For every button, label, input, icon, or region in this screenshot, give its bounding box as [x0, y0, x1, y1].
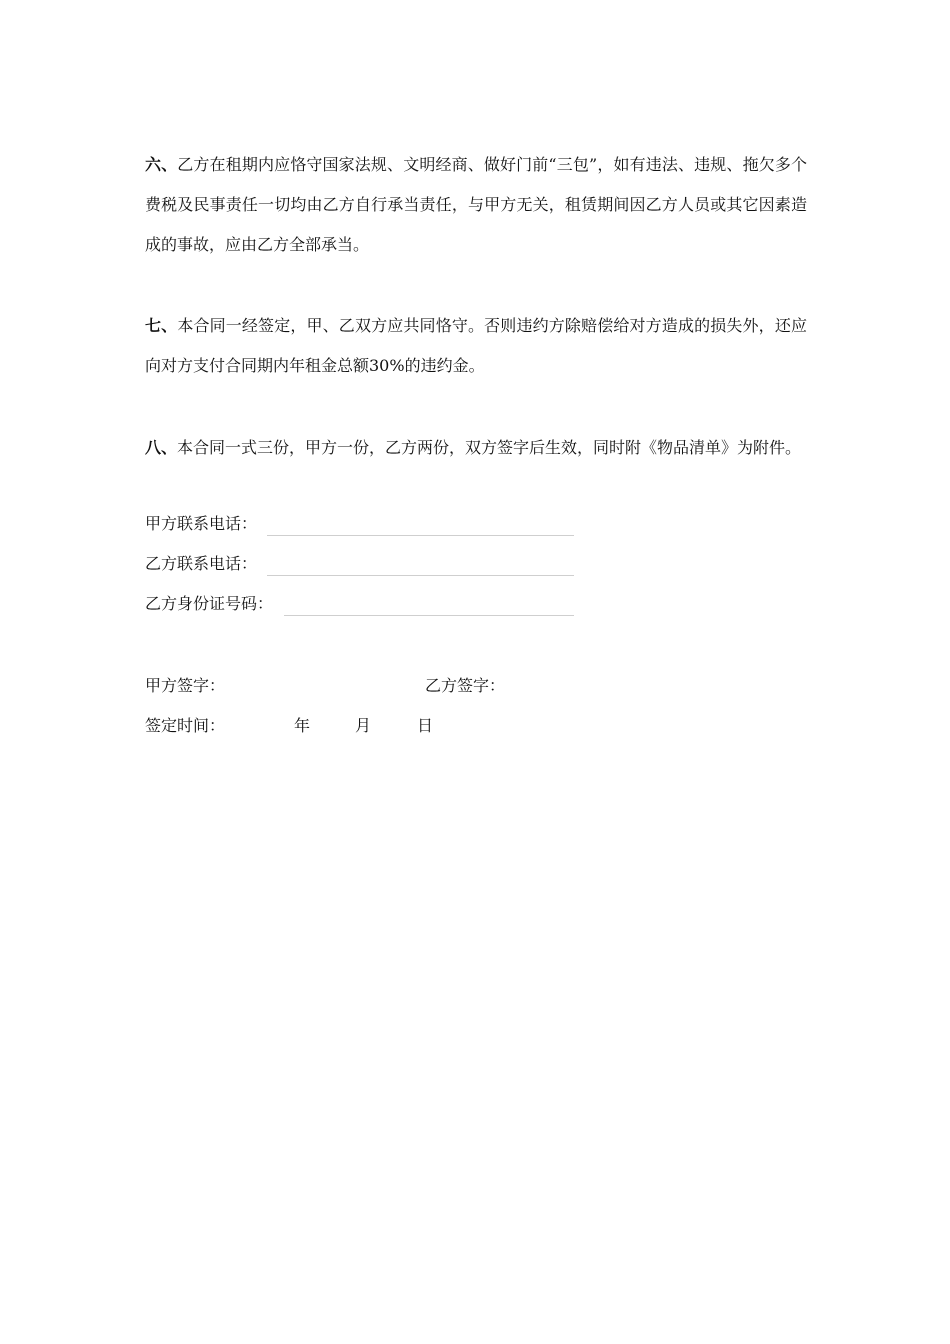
year-label: 年	[294, 716, 311, 735]
party-b-id-blank[interactable]	[284, 615, 574, 616]
party-a-phone-blank[interactable]	[267, 535, 574, 536]
party-a-phone-label: 甲方联系电话：	[145, 514, 258, 533]
party-b-id-label: 乙方身份证号码：	[145, 594, 274, 613]
party-b-phone-field	[145, 552, 575, 576]
clause-seven	[145, 306, 807, 386]
clause-text: 本合同一经签定，甲、乙双方应共同恪守。否则违约方除赔偿给对方造成的损失外，还应向对方支付合同期内年租金总额30%的违约金。	[145, 316, 807, 375]
signing-date-row	[145, 714, 545, 738]
clause-text: 乙方在租期内应恪守国家法规、文明经商、做好门前“三包”，如有违法、违规、拖欠多个费税及民事责任一切均由乙方自行承当责任，与甲方无关，租赁期间因乙方人员或其它因素造成的事故，应由乙方全部承当。	[145, 155, 807, 254]
party-b-phone-label: 乙方联系电话：	[145, 554, 258, 573]
clause-number: 八、	[145, 438, 178, 457]
clause-eight	[145, 428, 807, 468]
party-a-phone-field	[145, 512, 575, 536]
signing-date-label: 签定时间：	[145, 716, 226, 735]
party-a-signature-label: 甲方签字：	[145, 676, 226, 695]
clause-number: 七、	[145, 316, 178, 335]
clause-six	[145, 145, 807, 265]
party-b-id-field	[145, 592, 575, 616]
party-b-phone-blank[interactable]	[267, 575, 574, 576]
clause-text: 本合同一式三份，甲方一份，乙方两份，双方签字后生效，同时附《物品清单》为附件。	[177, 438, 802, 457]
clause-number: 六、	[145, 155, 178, 174]
month-label: 月	[355, 716, 372, 735]
day-label: 日	[417, 716, 434, 735]
party-b-signature-label: 乙方签字：	[425, 676, 506, 695]
signature-row	[145, 674, 645, 698]
